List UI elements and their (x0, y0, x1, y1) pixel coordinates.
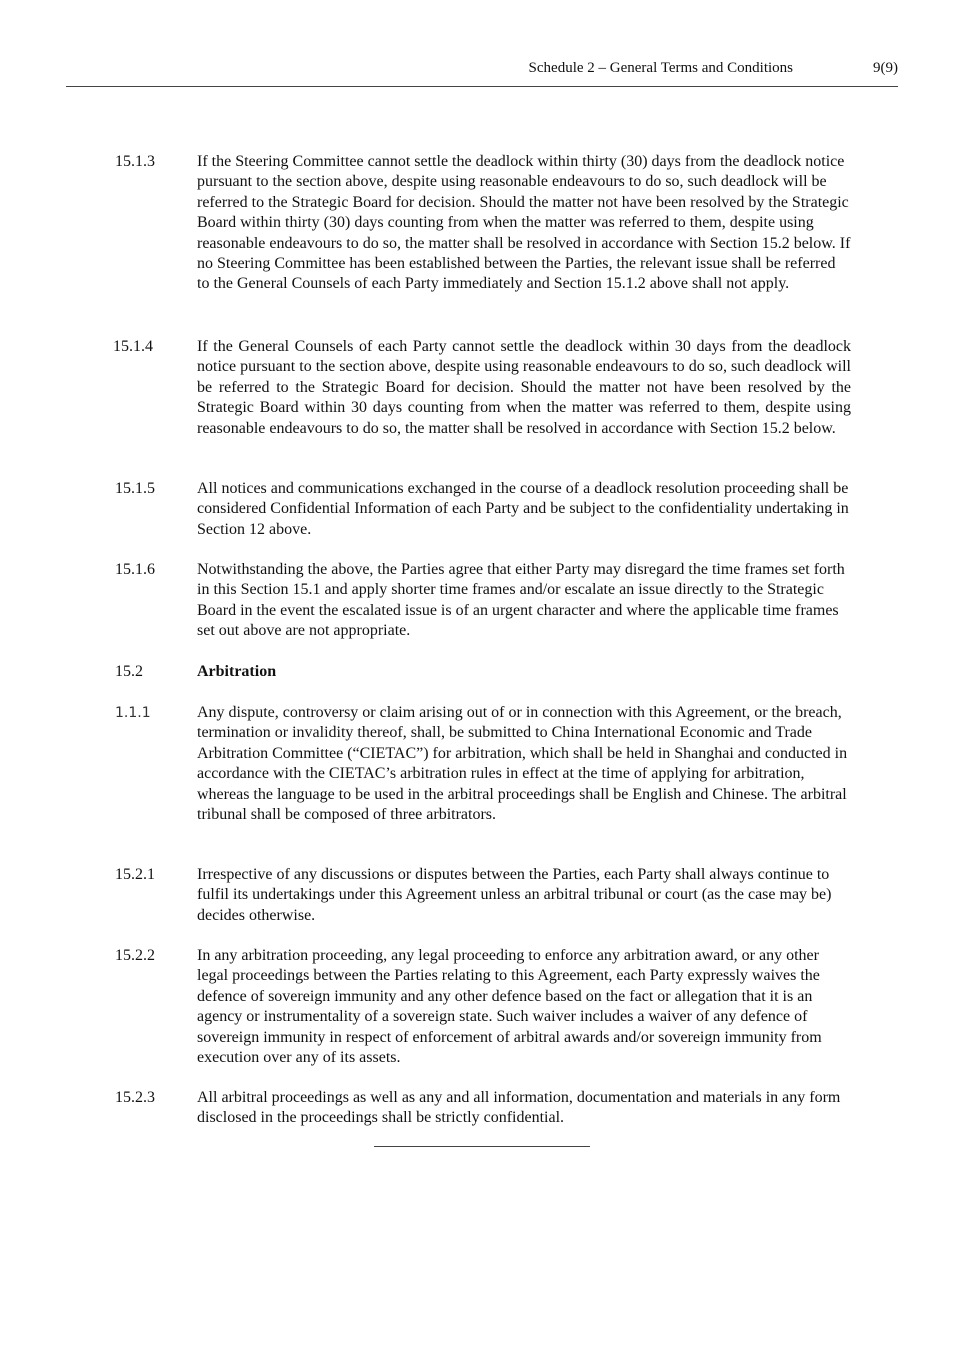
clause-text: All notices and communications exchanged in the course of a deadlock resolution proceeding shall be considered Confidential Information of each Party and be subject to the confidentiality undertaking in Section 12 above. (197, 480, 849, 538)
clause-number: 15.1.5 (115, 480, 155, 497)
end-of-document-rule (374, 1146, 590, 1147)
clause-text: In any arbitration proceeding, any legal proceeding to enforce any arbitration award, or any other legal proceedings between the Parties relating to this Agreement, each Party expressly waives the defence of sovereign immunity and any other defence based on the fact or allegation that it is an agency or instrumentality of a sovereign state. Such waiver includes a waiver of any defence of sovereign immunity in respect of enforcement of arbitral awards and/or sovereign immunity from execution over any of its assets. (197, 947, 822, 1067)
clause-text: All arbitral proceedings as well as any and all information, documentation and materials in any form disclosed in the proceedings shall be strictly confidential. (197, 1089, 841, 1127)
page-header (66, 58, 898, 87)
clause-number: 15.1.3 (115, 153, 155, 170)
section-title: Arbitration (197, 663, 277, 680)
clause-15-1-3 (115, 152, 855, 295)
clause-text: If the Steering Committee cannot settle the deadlock within thirty (30) days from the deadlock notice pursuant to the section above, despite using reasonable endeavours to do so, such deadlock will be referred to the Strategic Board for decision. Should the matter not have been resolved by the Strategic Board within thirty (30) days counting from when the matter was referred to them, despite using reasonable endeavours to do so, the matter shall be resolved in accordance with Section 15.2 below. If no Steering Committee has been established between the Parties, the relevant issue shall be referred to the General Counsels of each Party immediately and Section 15.1.2 above shall not apply. (197, 153, 851, 293)
clause-15-2-1 (115, 865, 855, 926)
clause-number: 15.1.6 (115, 561, 155, 578)
clause-15-2-2 (115, 946, 855, 1068)
section-heading-15-2 (115, 662, 855, 682)
clause-text: Irrespective of any discussions or disputes between the Parties, each Party shall always continue to fulfil its undertakings under this Agreement unless an arbitral tribunal or court (as the case may be) decides otherwise. (197, 866, 832, 924)
clause-15-2-3 (115, 1088, 855, 1129)
clause-15-1-5 (115, 479, 855, 540)
clause-text: Any dispute, controversy or claim arising out of or in connection with this Agreement, or the breach, termination or invalidity thereof, shall, be submitted to China International Economic and Trade Arbitration Committee (“CIETAC”) for arbitration, which shall be held in Shanghai and conducted in accordance with the CIETAC’s arbitration rules in effect at the time of applying for arbitration, whereas the language to be used in the arbitral proceedings shall be English and Chinese. The arbitral tribunal shall be composed of three arbitrators. (197, 704, 848, 824)
clause-number: 15.2.3 (115, 1089, 155, 1106)
clause-15-1-4 (113, 337, 853, 439)
clause-text: If the General Counsels of each Party cannot settle the deadlock within 30 days from the deadlock notice pursuant to the section above, despite using reasonable endeavours to do so, such deadlock will be referred to the Strategic Board for decision. Should the matter not have been resolved by the Strategic Board within 30 days counting from when the matter was referred to them, despite using reasonable endeavours to do so, the matter shall be resolved in accordance with Section 15.2 below. (197, 338, 851, 437)
page-number: 9(9) (873, 60, 898, 76)
clause-number: 15.2.1 (115, 866, 155, 883)
clause-number: 15.1.4 (113, 338, 153, 355)
section-number: 15.2 (115, 663, 143, 680)
clause-1-1-1 (115, 703, 855, 825)
clause-text: Notwithstanding the above, the Parties agree that either Party may disregard the time frames set forth in this Section 15.1 and apply shorter time frames and/or escalate an issue directly to the Strategic Board in the event the escalated issue is of an urgent character and where the applicable time frames set out above are not appropriate. (197, 561, 845, 640)
clause-number: 1.1.1 (115, 705, 151, 721)
clause-15-1-6 (115, 560, 855, 642)
header-title: Schedule 2 – General Terms and Conditions (528, 60, 793, 76)
clause-number: 15.2.2 (115, 947, 155, 964)
